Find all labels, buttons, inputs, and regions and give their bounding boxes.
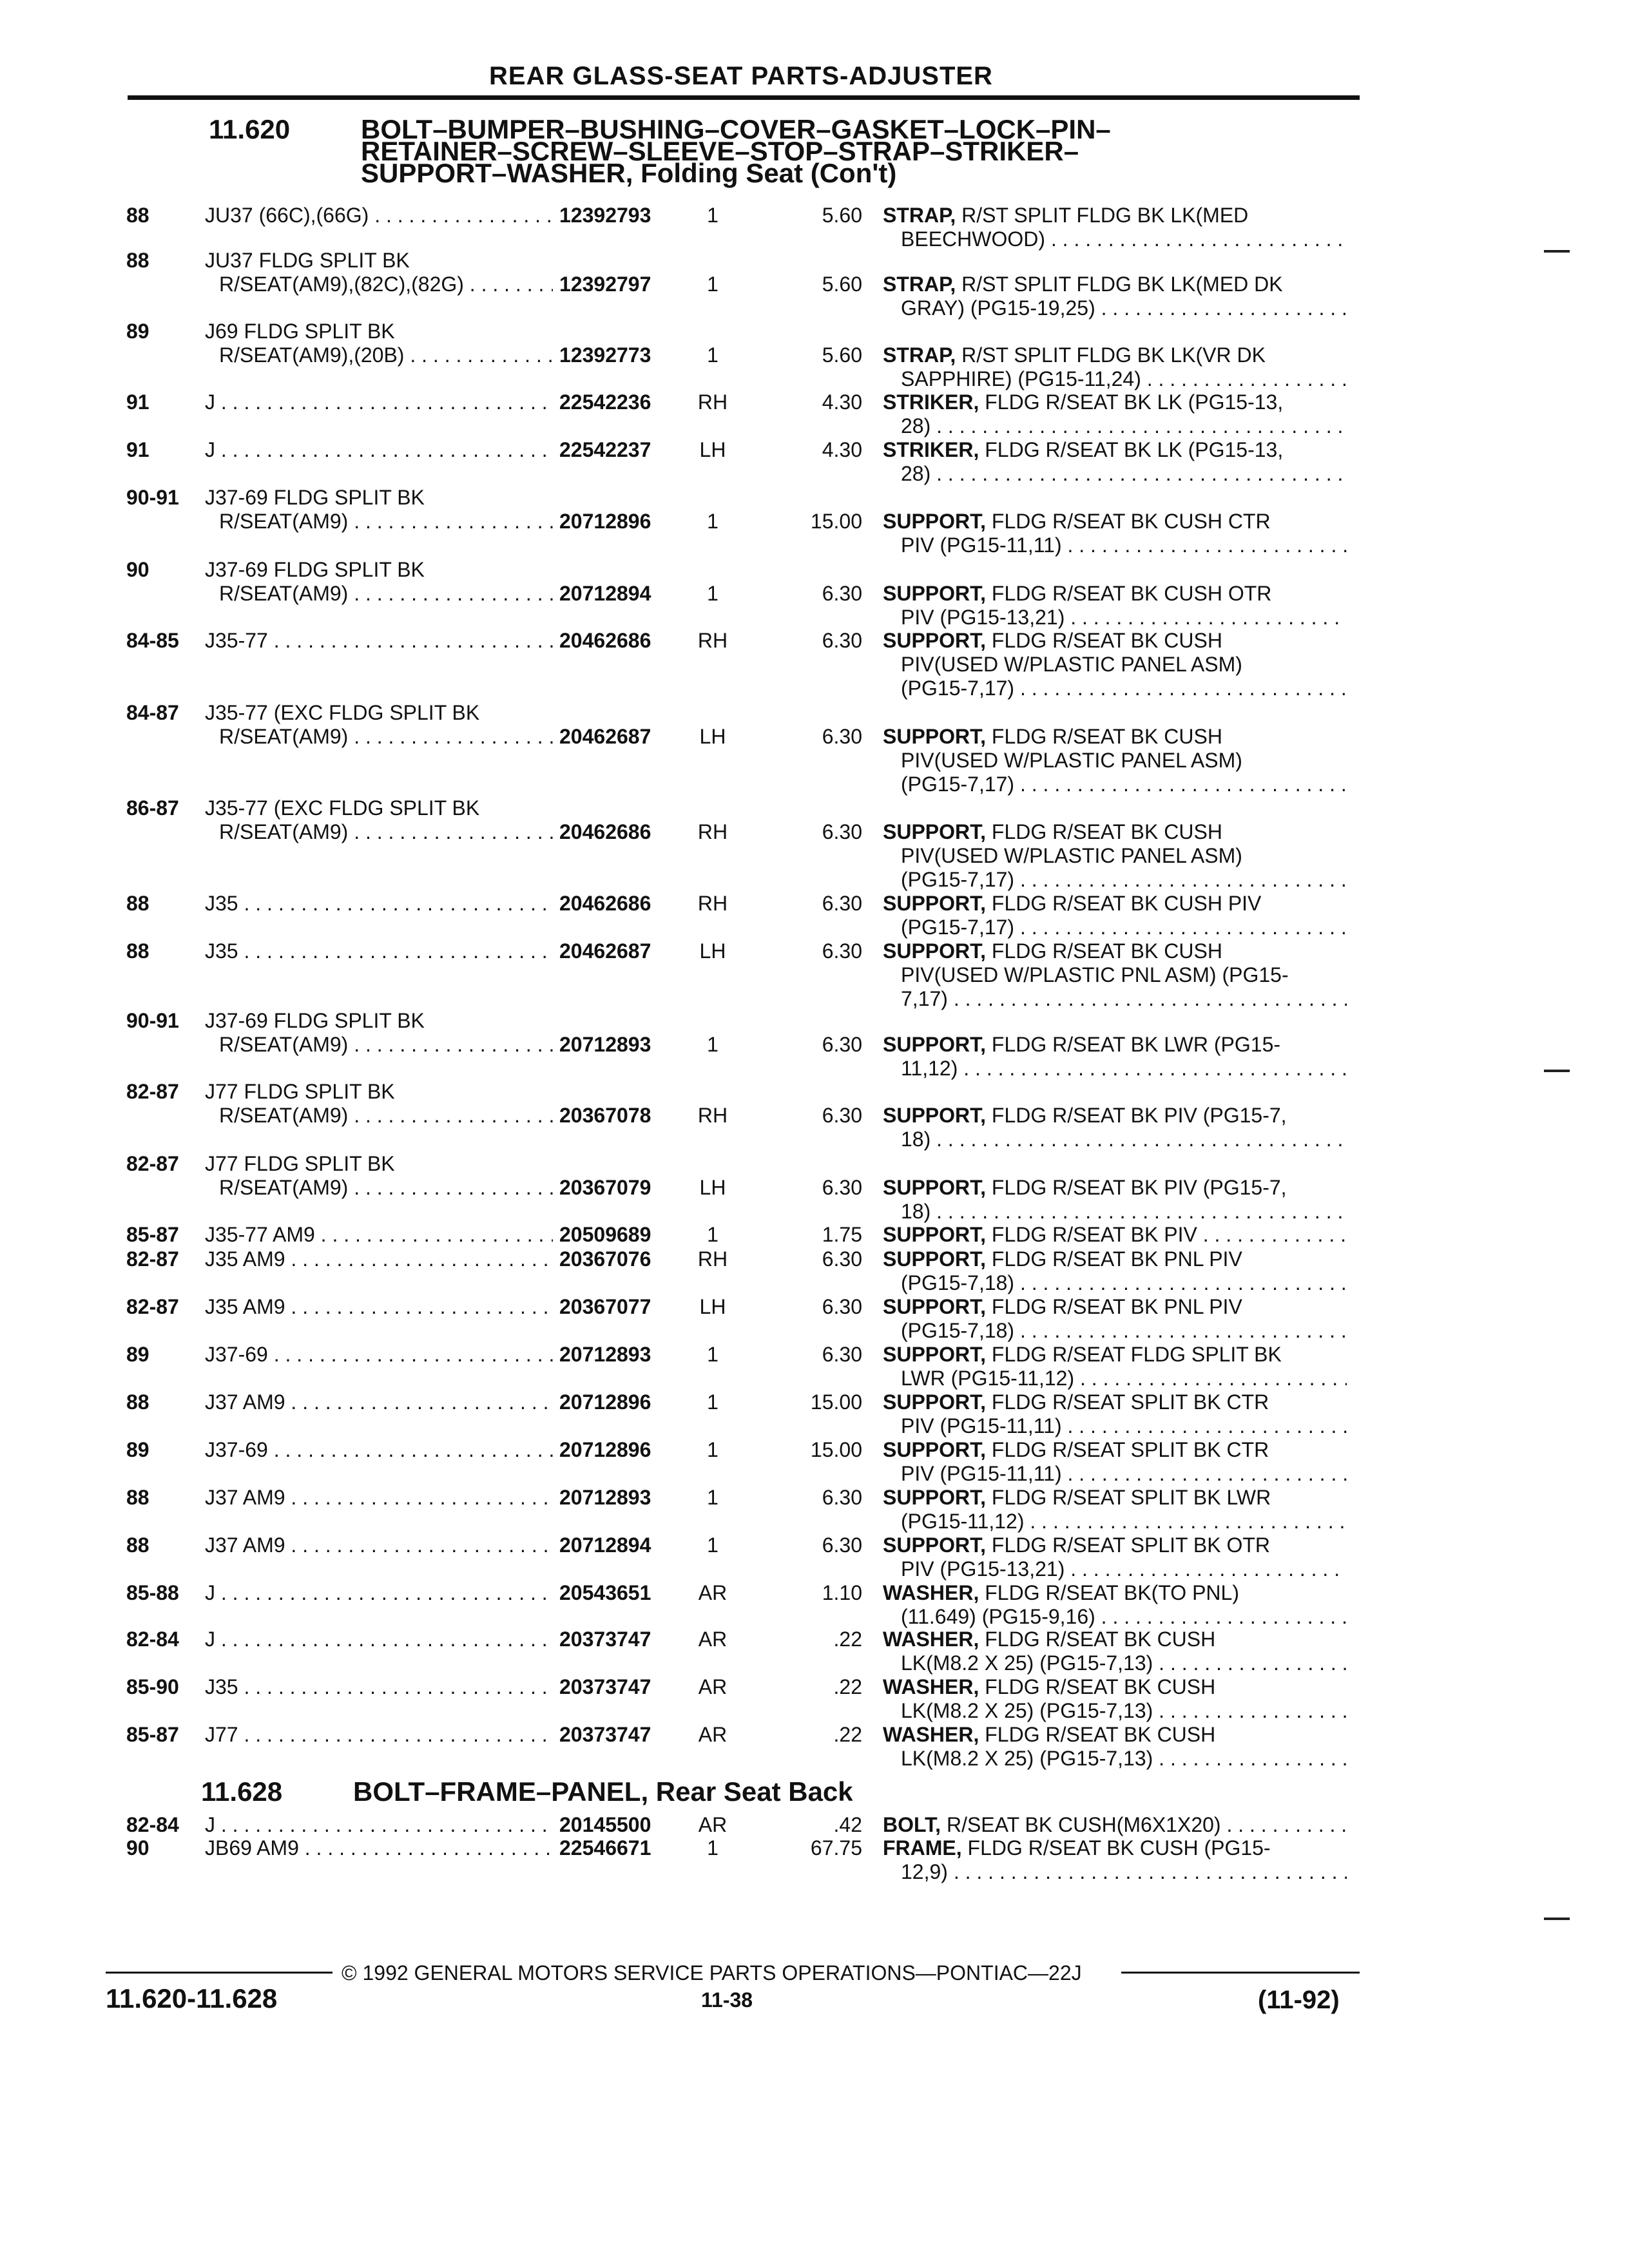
description-continuation: SAPPHIRE) (PG15-11,24) . . . [901,367,1347,391]
part-name: SUPPORT, [883,629,987,652]
part-description [883,1486,1347,1510]
part-description [883,1628,1347,1651]
description-continuation: 11,12) . . . [901,1057,1347,1081]
model-years: 86-87 [126,796,179,820]
part-number: 20462686 [559,629,651,652]
description-text: FLDG R/SEAT SPLIT BK OTR [986,1533,1271,1557]
part-number: 20509689 [559,1223,651,1246]
price: 6.30 [822,629,862,652]
quantity: 1 [707,273,718,296]
quantity: 1 [707,1533,718,1557]
section-title-line: BOLT–BUMPER–BUSHING–COVER–GASKET–LOCK–PIN– [361,114,1111,144]
part-description [883,1390,1347,1414]
description-text: R/ST SPLIT FLDG BK LK(MED DK [956,273,1283,296]
model-years: 91 [126,390,149,414]
footer-section-range: 11.620-11.628 [106,1983,278,2013]
applicability-line: R/SEAT(AM9) . . . [219,582,553,606]
model-years: 88 [126,892,149,915]
applicability-line: J35 AM9 . . . [205,1295,553,1319]
part-number: 20712896 [559,1438,651,1461]
footer-copyright: © 1992 GENERAL MOTORS SERVICE PARTS OPERATIONS—PONTIAC—22J [342,1961,1082,1984]
part-name: WASHER, [883,1581,979,1604]
description-continuation: LK(M8.2 X 25) (PG15-7,13) . . . [901,1747,1347,1771]
part-name: WASHER, [883,1628,979,1651]
part-name: SUPPORT, [883,939,987,963]
part-description [883,629,1347,653]
part-name: WASHER, [883,1675,979,1698]
part-name: SUPPORT, [883,1533,987,1557]
applicability-line: J37 AM9 . . . [205,1390,553,1414]
part-name: SUPPORT, [883,1104,987,1127]
applicability-line: J77 FLDG SPLIT BK [205,1080,395,1103]
applicability-line: J35-77 (EXC FLDG SPLIT BK [205,796,480,820]
model-years: 84-87 [126,701,179,724]
part-name: SUPPORT, [883,1223,987,1246]
quantity: RH [697,820,728,843]
applicability-line: R/SEAT(AM9),(20B) . . . [219,343,553,367]
model-years: 88 [126,1390,149,1414]
part-description [883,204,1347,227]
applicability-line: J . . . [205,390,553,414]
model-years: 82-87 [126,1152,179,1175]
description-text: FLDG R/SEAT FLDG SPLIT BK [986,1343,1282,1366]
part-description [883,1295,1347,1319]
description-text: FLDG R/SEAT BK CUSH [979,1628,1216,1651]
part-description [883,438,1347,462]
part-number: 20367078 [559,1104,651,1127]
quantity: LH [699,725,726,748]
quantity: RH [697,1247,728,1271]
applicability-line: R/SEAT(AM9) . . . [219,510,553,533]
price: 4.30 [822,390,862,414]
part-name: SUPPORT, [883,1486,987,1509]
price: 5.60 [822,204,862,227]
part-description [883,1343,1347,1367]
quantity: LH [699,1295,726,1318]
part-description [883,343,1347,367]
applicability-line: R/SEAT(AM9) . . . [219,1176,553,1200]
part-name: SUPPORT, [883,582,987,605]
applicability-line: J37-69 FLDG SPLIT BK [205,1009,425,1032]
part-number: 20712893 [559,1343,651,1366]
applicability-line: R/SEAT(AM9) . . . [219,820,553,844]
description-text: FLDG R/SEAT BK(TO PNL) [979,1581,1239,1604]
model-years: 84-85 [126,629,179,652]
price: 6.30 [822,1343,862,1366]
part-number: 20543651 [559,1581,651,1604]
footer-date: (11-92) [1258,1986,1340,2014]
quantity: 1 [707,1486,718,1509]
applicability-line: JU37 (66C),(66G) . . . [205,204,553,227]
description-text: FLDG R/SEAT BK CUSH (PG15- [961,1836,1271,1860]
part-number: 20712894 [559,582,651,605]
applicability-line: J . . . [205,1581,553,1605]
price: 6.30 [822,1533,862,1557]
part-description [883,273,1347,296]
model-years: 82-87 [126,1080,179,1103]
section-number: 11.628 [201,1776,283,1807]
model-years: 89 [126,1438,149,1461]
model-years: 88 [126,204,149,227]
applicability-line: J37 AM9 . . . [205,1533,553,1557]
part-name: STRIKER, [883,390,979,414]
part-name: STRIKER, [883,438,979,461]
part-description [883,1581,1347,1605]
price: 6.30 [822,939,862,963]
description-text: FLDG R/SEAT BK CUSH [986,725,1222,748]
price: 15.00 [810,510,862,533]
part-description [883,582,1347,606]
model-years: 89 [126,1343,149,1366]
part-number: 12392797 [559,273,651,296]
description-continuation: 12,9) . . . [901,1860,1347,1884]
description-text: FLDG R/SEAT BK CUSH [986,629,1222,652]
description-text: R/SEAT BK CUSH(M6X1X20) [941,1813,1221,1836]
description-continuation: LK(M8.2 X 25) (PG15-7,13) . . . [901,1651,1347,1675]
description-continuation: 28) . . . [901,414,1347,438]
description-text: FLDG R/SEAT BK PIV (PG15-7, [986,1104,1287,1127]
part-number: 20462687 [559,725,651,748]
price: 6.30 [822,1295,862,1318]
applicability-line: R/SEAT(AM9) . . . [219,725,553,749]
quantity: RH [697,629,728,652]
description-text: FLDG R/SEAT BK PNL PIV [986,1295,1242,1318]
description-continuation: PIV(USED W/PLASTIC PANEL ASM) [901,653,1242,676]
part-description [883,1836,1347,1860]
description-continuation: BEECHWOOD) . . . [901,227,1347,251]
price: 6.30 [822,1104,862,1127]
part-number: 20367077 [559,1295,651,1318]
part-number: 20373747 [559,1675,651,1698]
applicability-line: J . . . [205,1628,553,1651]
part-name: BOLT, [883,1813,941,1836]
section-title-line: BOLT–FRAME–PANEL, Rear Seat Back [353,1776,853,1807]
footer-rule-right [1121,1972,1360,1974]
margin-mark [1544,1070,1570,1072]
description-continuation: PIV (PG15-11,11) . . . [901,1414,1347,1438]
description-continuation: (PG15-7,18) . . . [901,1271,1347,1295]
part-description [883,1247,1347,1271]
applicability-line: R/SEAT(AM9) . . . [219,1033,553,1057]
price: 15.00 [810,1438,862,1461]
section-number: 11.620 [209,114,291,144]
quantity: 1 [707,582,718,605]
price: 6.30 [822,892,862,915]
description-text: FLDG R/SEAT BK LK (PG15-13, [979,390,1284,414]
applicability-line: J37-69 FLDG SPLIT BK [205,486,425,509]
description-continuation: GRAY) (PG15-19,25) . . . [901,296,1347,320]
part-number: 20373747 [559,1723,651,1746]
description-text: R/ST SPLIT FLDG BK LK(MED [956,204,1249,227]
price: 1.75 [822,1223,862,1246]
applicability-line: J69 FLDG SPLIT BK [205,320,395,343]
description-text: FLDG R/SEAT SPLIT BK CTR [986,1390,1269,1414]
description-text: R/ST SPLIT FLDG BK LK(VR DK [956,343,1266,367]
description-text: FLDG R/SEAT BK CUSH [979,1723,1216,1746]
footer-rule-left [106,1972,333,1974]
quantity: AR [698,1628,728,1651]
quantity: RH [697,390,728,414]
price: 5.60 [822,273,862,296]
model-years: 90 [126,558,149,581]
quantity: AR [698,1723,728,1746]
part-number: 20462686 [559,820,651,843]
part-name: SUPPORT, [883,1390,987,1414]
section-title-line: RETAINER–SCREW–SLEEVE–STOP–STRAP–STRIKER– [361,136,1079,166]
header-rule [128,95,1360,100]
part-name: SUPPORT, [883,1295,987,1318]
part-name: SUPPORT, [883,892,987,915]
description-continuation: PIV (PG15-13,21) . . . [901,1557,1347,1581]
part-number: 12392773 [559,343,651,367]
quantity: 1 [707,1836,718,1860]
price: .22 [833,1628,862,1651]
part-number: 20712893 [559,1033,651,1056]
description-text: FLDG R/SEAT BK CUSH [979,1675,1216,1698]
model-years: 85-87 [126,1223,179,1246]
description-text: FLDG R/SEAT BK CUSH CTR [986,510,1271,533]
description-continuation: PIV(USED W/PLASTIC PANEL ASM) [901,749,1242,772]
description-continuation: (PG15-11,12) . . . [901,1510,1347,1533]
part-name: SUPPORT, [883,1438,987,1461]
model-years: 85-88 [126,1581,179,1604]
model-years: 88 [126,1533,149,1557]
model-years: 82-84 [126,1628,179,1651]
quantity: AR [698,1813,728,1836]
part-number: 20373747 [559,1628,651,1651]
applicability-line: J37-69 . . . [205,1438,553,1462]
model-years: 89 [126,320,149,343]
price: 6.30 [822,1247,862,1271]
description-continuation: 28) . . . [901,462,1347,486]
applicability-line: R/SEAT(AM9) . . . [219,1104,553,1128]
description-text: FLDG R/SEAT SPLIT BK CTR [986,1438,1269,1461]
description-text: FLDG R/SEAT BK CUSH [986,939,1222,963]
part-name: STRAP, [883,343,956,367]
model-years: 88 [126,939,149,963]
price: 1.10 [822,1581,862,1604]
applicability-line: J35 . . . [205,892,553,916]
price: 6.30 [822,1176,862,1199]
quantity: 1 [707,510,718,533]
price: .42 [833,1813,862,1836]
part-number: 22546671 [559,1836,651,1860]
description-text: FLDG R/SEAT BK PIV [986,1223,1197,1246]
description-text: FLDG R/SEAT BK LWR (PG15- [986,1033,1281,1056]
quantity: 1 [707,204,718,227]
description-text: FLDG R/SEAT BK CUSH [986,820,1222,843]
description-continuation: PIV (PG15-11,11) . . . [901,1462,1347,1486]
part-number: 22542236 [559,390,651,414]
part-name: SUPPORT, [883,510,987,533]
model-years: 82-87 [126,1295,179,1318]
page-header-title: REAR GLASS-SEAT PARTS-ADJUSTER [489,62,993,90]
description-continuation: (PG15-7,17) . . . [901,868,1347,892]
price: 4.30 [822,438,862,461]
description-text: FLDG R/SEAT SPLIT BK LWR [986,1486,1271,1509]
applicability-line: J35 AM9 . . . [205,1247,553,1271]
quantity: AR [698,1581,728,1604]
price: 5.60 [822,343,862,367]
model-years: 82-87 [126,1247,179,1271]
description-continuation: 18) . . . [901,1128,1347,1151]
part-number: 20712896 [559,510,651,533]
margin-mark [1544,250,1570,253]
part-name: SUPPORT, [883,820,987,843]
part-name: WASHER, [883,1723,979,1746]
part-number: 20462687 [559,939,651,963]
description-continuation: LWR (PG15-11,12) . . . [901,1367,1347,1390]
part-description [883,1723,1347,1747]
part-number: 20712896 [559,1390,651,1414]
part-description [883,1813,1347,1837]
applicability-line: J77 . . . [205,1723,553,1747]
part-description [883,1104,1347,1128]
applicability-line: J . . . [205,438,553,462]
price: 6.30 [822,1486,862,1509]
part-number: 20712893 [559,1486,651,1509]
part-number: 20462686 [559,892,651,915]
quantity: 1 [707,1438,718,1461]
model-years: 90-91 [126,486,179,509]
applicability-line: J35-77 AM9 . . . [205,1223,553,1247]
description-continuation: (11.649) (PG15-9,16) . . . [901,1605,1347,1629]
quantity: 1 [707,1343,718,1366]
quantity: RH [697,1104,728,1127]
applicability-line: J37-69 . . . [205,1343,553,1367]
description-continuation: PIV(USED W/PLASTIC PNL ASM) (PG15- [901,963,1289,986]
quantity: AR [698,1675,728,1698]
quantity: RH [697,892,728,915]
applicability-line: JB69 AM9 . . . [205,1836,553,1860]
part-description [883,820,1347,844]
price: 6.30 [822,820,862,843]
applicability-line: J35 . . . [205,939,553,963]
description-continuation: 18) . . . [901,1200,1347,1224]
applicability-line: J . . . [205,1813,553,1837]
model-years: 88 [126,249,149,272]
model-years: 91 [126,438,149,461]
model-years: 82-84 [126,1813,179,1836]
price: 6.30 [822,1033,862,1056]
part-description [883,1438,1347,1462]
part-description [883,1223,1347,1247]
part-name: STRAP, [883,273,956,296]
part-description [883,510,1347,533]
description-text: FLDG R/SEAT BK PIV (PG15-7, [986,1176,1287,1199]
model-years: 88 [126,1486,149,1509]
description-continuation: 7,17) . . . [901,987,1347,1011]
description-continuation: PIV(USED W/PLASTIC PANEL ASM) [901,844,1242,867]
quantity: LH [699,939,726,963]
model-years: 85-87 [126,1723,179,1746]
part-name: SUPPORT, [883,725,987,748]
footer-page-number: 11-38 [701,1988,753,2012]
part-description [883,725,1347,749]
applicability-line: J77 FLDG SPLIT BK [205,1152,395,1175]
quantity: LH [699,1176,726,1199]
part-number: 20367079 [559,1176,651,1199]
quantity: LH [699,438,726,461]
part-name: STRAP, [883,204,956,227]
description-continuation: PIV (PG15-13,21) . . . [901,606,1347,629]
description-continuation: (PG15-7,17) . . . [901,773,1347,796]
description-continuation: PIV (PG15-11,11) . . . [901,533,1347,557]
applicability-line: J37-69 FLDG SPLIT BK [205,558,425,581]
section-title-line: SUPPORT–WASHER, Folding Seat (Con't) [361,158,897,188]
part-number: 22542237 [559,438,651,461]
part-name: SUPPORT, [883,1247,987,1271]
part-description [883,939,1347,963]
quantity: 1 [707,1223,718,1246]
price: .22 [833,1723,862,1746]
description-text: FLDG R/SEAT BK LK (PG15-13, [979,438,1284,461]
margin-mark [1544,1917,1570,1920]
description-text: FLDG R/SEAT BK PNL PIV [986,1247,1242,1271]
model-years: 90 [126,1836,149,1860]
applicability-line: J35-77 (EXC FLDG SPLIT BK [205,701,480,724]
description-text: FLDG R/SEAT BK CUSH PIV [986,892,1262,915]
price: 67.75 [810,1836,862,1860]
part-number: 20712894 [559,1533,651,1557]
price: 15.00 [810,1390,862,1414]
part-description [883,1675,1347,1699]
part-description [883,1176,1347,1200]
part-description [883,390,1347,414]
part-name: SUPPORT, [883,1033,987,1056]
quantity: 1 [707,1033,718,1056]
quantity: 1 [707,1390,718,1414]
part-description [883,1533,1347,1557]
price: 6.30 [822,582,862,605]
description-continuation: LK(M8.2 X 25) (PG15-7,13) . . . [901,1699,1347,1723]
part-name: SUPPORT, [883,1176,987,1199]
description-continuation: (PG15-7,17) . . . [901,916,1347,939]
model-years: 90-91 [126,1009,179,1032]
applicability-line: J35-77 . . . [205,629,553,653]
part-number: 20367076 [559,1247,651,1271]
part-description [883,892,1347,916]
part-name: FRAME, [883,1836,962,1860]
price: 6.30 [822,725,862,748]
description-text: FLDG R/SEAT BK CUSH OTR [986,582,1272,605]
price: .22 [833,1675,862,1698]
part-name: SUPPORT, [883,1343,987,1366]
description-continuation: (PG15-7,17) . . . [901,677,1347,700]
applicability-line: J35 . . . [205,1675,553,1699]
part-number: 12392793 [559,204,651,227]
part-description [883,1033,1347,1057]
model-years: 85-90 [126,1675,179,1698]
applicability-line: J37 AM9 . . . [205,1486,553,1510]
quantity: 1 [707,343,718,367]
part-number: 20145500 [559,1813,651,1836]
description-continuation: (PG15-7,18) . . . [901,1319,1347,1343]
applicability-line: JU37 FLDG SPLIT BK [205,249,410,272]
applicability-line: R/SEAT(AM9),(82C),(82G) . . . [219,273,553,296]
